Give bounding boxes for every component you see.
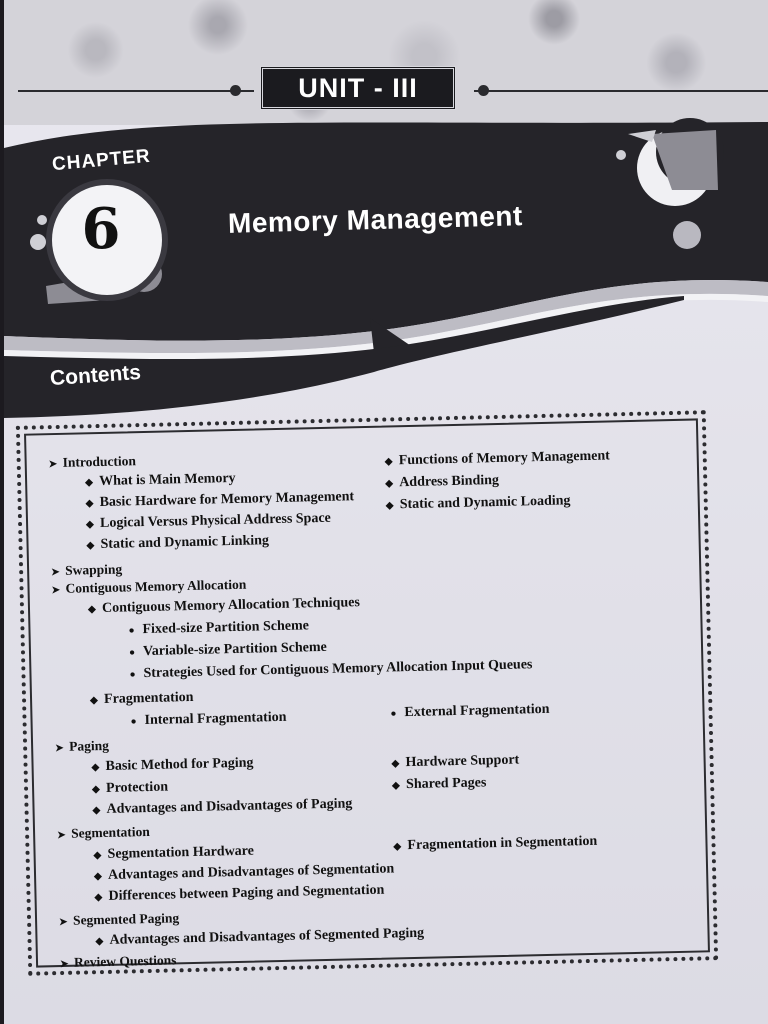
chapter-number: 6 — [81, 196, 121, 262]
contents-item: ◆ Static and Dynamic Linking — [86, 533, 269, 554]
contents-item: ◆ Basic Hardware for Memory Management — [85, 489, 354, 512]
contents-item: ● Strategies Used for Contiguous Memory Allocation Input Queues — [129, 657, 532, 683]
contents-item: ➤ Swapping — [51, 562, 122, 582]
diamond-bullet-icon: ◆ — [93, 871, 102, 883]
dot-bullet-icon: ● — [130, 716, 137, 728]
contents-item: ◆ Address Binding — [385, 473, 499, 493]
dot-bullet-icon: ● — [129, 669, 136, 681]
contents-item: ◆ Fragmentation in Segmentation — [393, 834, 597, 856]
chapter-title: Memory Management — [227, 200, 524, 239]
arrow-bullet-icon: ➤ — [51, 566, 60, 579]
contents-item: ◆ Segmentation Hardware — [93, 844, 254, 865]
diamond-bullet-icon: ◆ — [391, 780, 400, 792]
contents-item: ◆ Protection — [92, 780, 168, 799]
diamond-bullet-icon: ◆ — [91, 784, 100, 796]
contents-item: ◆ Advantages and Disadvantages of Segmented Paging — [95, 926, 424, 950]
arrow-bullet-icon: ➤ — [59, 916, 68, 929]
diamond-bullet-icon: ◆ — [384, 456, 393, 468]
arrow-bullet-icon: ➤ — [55, 742, 64, 755]
contents-item: ➤ Paging — [55, 738, 109, 757]
unit-badge: UNIT - III — [260, 66, 456, 110]
diamond-bullet-icon: ◆ — [85, 519, 94, 531]
diamond-bullet-icon: ◆ — [91, 762, 100, 774]
diamond-bullet-icon: ◆ — [95, 936, 104, 948]
contents-item: ◆ Static and Dynamic Loading — [386, 493, 571, 514]
contents-item: ➤ Review Questions — [60, 952, 177, 973]
arrow-bullet-icon: ➤ — [59, 958, 69, 971]
contents-item: ◆ Basic Method for Paging — [91, 756, 253, 777]
diamond-bullet-icon: ◆ — [93, 850, 102, 862]
contents-item: ◆ Contiguous Memory Allocation Techniques — [88, 595, 360, 618]
contents-item: ◆ Shared Pages — [392, 775, 487, 794]
contents-box — [16, 410, 718, 976]
diamond-bullet-icon: ◆ — [86, 540, 95, 552]
dot-bullet-icon: ● — [390, 708, 397, 720]
diamond-bullet-icon: ◆ — [385, 478, 394, 490]
diamond-bullet-icon: ◆ — [89, 695, 98, 707]
contents-item: ● Internal Fragmentation — [130, 710, 286, 731]
contents-item: ◆ What is Main Memory — [85, 471, 236, 491]
contents-item: ◆ Functions of Memory Management — [385, 448, 610, 470]
diamond-bullet-icon: ◆ — [393, 841, 402, 853]
contents-item: ➤ Segmentation — [57, 824, 150, 844]
contents-item: ● External Fragmentation — [390, 702, 549, 723]
contents-item: ◆ Logical Versus Physical Address Space — [86, 511, 331, 534]
arrow-bullet-icon: ➤ — [48, 458, 58, 471]
contents-item: ◆ Advantages and Disadvantages of Paging — [92, 796, 352, 819]
contents-heading: Contents — [49, 360, 142, 391]
contents-item: ◆ Hardware Support — [391, 753, 519, 773]
contents-item: ➤ Introduction — [49, 453, 137, 473]
diamond-bullet-icon: ◆ — [391, 758, 400, 770]
contents-item: ● Fixed-size Partition Scheme — [128, 618, 309, 639]
dot-bullet-icon: ● — [128, 647, 136, 659]
arrow-bullet-icon: ➤ — [57, 829, 66, 842]
contents-item: ➤ Segmented Paging — [59, 910, 180, 931]
diamond-bullet-icon: ◆ — [85, 498, 94, 510]
contents-item: ➤ Contiguous Memory Allocation — [51, 577, 246, 599]
diamond-bullet-icon: ◆ — [94, 892, 103, 904]
book-page — [4, 0, 768, 1024]
contents-item: ◆ Advantages and Disadvantages of Segmentation — [94, 861, 395, 885]
dot-bullet-icon: ● — [128, 625, 135, 637]
chapter-label: CHAPTER — [51, 145, 152, 176]
contents-item: ● Variable-size Partition Scheme — [129, 640, 327, 661]
contents-item: ◆ Differences between Paging and Segmentation — [94, 883, 384, 907]
diamond-bullet-icon: ◆ — [385, 500, 394, 512]
diamond-bullet-icon: ◆ — [87, 604, 96, 616]
diamond-bullet-icon: ◆ — [85, 477, 93, 489]
contents-item: ◆ Fragmentation — [90, 690, 194, 709]
diamond-bullet-icon: ◆ — [92, 805, 101, 817]
arrow-bullet-icon: ➤ — [51, 584, 61, 597]
decor-circle-small — [673, 221, 701, 249]
